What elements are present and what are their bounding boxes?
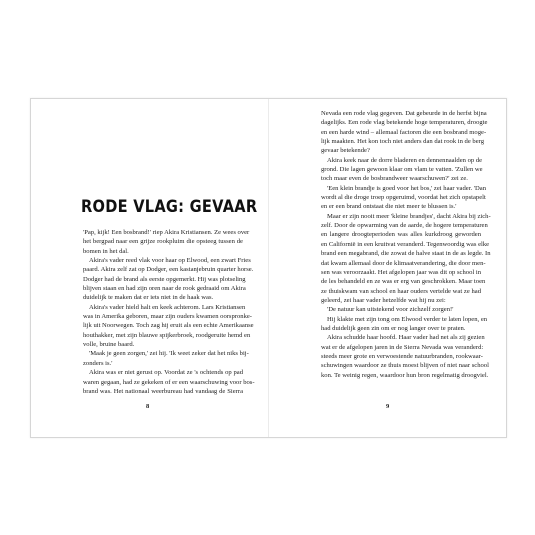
text-line: de les behandeld en ze was er erg van geschrokken. Maar toen bbox=[321, 278, 486, 286]
text-line: Akira's vader hield halt en keek achterom. Lars Kristiansen bbox=[89, 303, 246, 311]
text-line: 'Pap, kijk! Een bosbrand!' riep Akira Kristiansen. Ze wees over bbox=[83, 229, 250, 236]
text-line: wordt al die droge troep opgeruimd, voordat het zich opstapelt bbox=[321, 194, 486, 202]
text-line: steeds meer grote en verwoestende natuurbranden, rookwaar- bbox=[321, 352, 483, 360]
text-line: kon. Te weinig regen, waardoor hun bron regelmatig droogviel. bbox=[321, 371, 489, 379]
right-page-text bbox=[321, 109, 491, 380]
text-line: dagelijks. Een rode vlag betekende hoge temperaturen, droogte bbox=[321, 119, 488, 127]
text-line: 'Maak je geen zorgen,' zei hij. 'Ik weet zeker dat het niks bij- bbox=[89, 350, 249, 358]
text-line: en een harde wind – allemaal factoren die een bosbrand moge- bbox=[321, 128, 487, 136]
text-line: duidelijk te maken dat er iets niet in de haak was. bbox=[83, 294, 214, 302]
text-line: Akira's vader reed vlak voor haar op Elwood, een zwart Fries bbox=[89, 257, 251, 265]
text-line: lijk maakten. Het kon toch niet anders dan dat rook in de berg bbox=[321, 138, 485, 146]
text-line: lijk uit Noorwegen. Toch zag hij eruit als een echte Amerikaanse bbox=[83, 322, 254, 330]
text-line: schuwingen waardoor ze thuis moest blijven of niet naar school bbox=[321, 362, 489, 370]
text-line: zelf. Door de opwarming van de aarde, de hogere temperaturen bbox=[321, 222, 488, 230]
text-line: het bergpad naar een grijze rookpluim die opsteeg tussen de bbox=[83, 238, 243, 246]
left-page bbox=[31, 99, 268, 437]
text-line: Dodger had de brand als eerste opgemerkt. Hij was plotseling bbox=[83, 275, 246, 283]
text-line: en er een brand ontstaat die niet meer te blussen is.' bbox=[321, 203, 457, 211]
text-line: 'De natuur kan uitstekend voor zichzelf zorgen!' bbox=[327, 306, 454, 314]
text-line: blijven staan en had zijn oren naar de rook gedraaid om Akira bbox=[83, 285, 246, 293]
text-line: bomen in het dal. bbox=[83, 247, 129, 255]
text-line: brand was. Het nationaal weerbureau had vandaag de Sierra bbox=[83, 387, 243, 395]
text-line: gevaar betekende? bbox=[321, 147, 370, 155]
text-line: had duidelijk geen zin om er nog langer over te praten. bbox=[321, 324, 466, 332]
text-line: Akira was er niet gerust op. Voordat ze 's ochtends op pad bbox=[89, 369, 243, 377]
page-number: 9 bbox=[386, 403, 390, 410]
text-line: geleerd, zei haar vader hetzelfde wat hij nu zei: bbox=[321, 296, 446, 304]
text-line: Nevada een rode vlag gegeven. Dat gebeurde in de herfst bijna bbox=[321, 110, 487, 117]
text-line: en langere droogteperioden was alles kurkdroog geworden bbox=[321, 231, 481, 239]
text-line: ze thuiskwam van school en haar ouders vertelde wat ze had bbox=[321, 287, 481, 295]
text-line: dat kwam allemaal door de klimaatverandering, die door men- bbox=[321, 259, 486, 267]
text-line: Akira keek naar de dorre bladeren en dennennaalden op de bbox=[327, 156, 483, 164]
text-line: paard. Akira zelf zat op Dodger, een kastanjebruin quarter horse. bbox=[83, 266, 254, 274]
chapter-title: RODE VLAG: GEVAAR bbox=[81, 197, 258, 217]
text-line: volle, bruine baard. bbox=[83, 341, 135, 349]
book-spread bbox=[30, 98, 507, 438]
text-line: en Californië in een kruitvat veranderd. Tegenwoordig was elke bbox=[321, 240, 490, 248]
right-page bbox=[269, 99, 506, 437]
text-line: Akira schudde haar hoofd. Haar vader had net als zij gezien bbox=[327, 334, 485, 342]
text-line: grond. Die lagen gewoon klaar om vlam te vatten. 'Zullen we bbox=[321, 166, 483, 174]
text-line: toch maar even de bosbrandweer waarschuwen?' zei ze. bbox=[321, 175, 468, 183]
text-line: brand een megabrand, die zowat de halve staat in de as legde. In bbox=[321, 250, 491, 258]
page-number: 8 bbox=[146, 403, 150, 410]
text-line: sen was veroorzaakt. Het afgelopen jaar was dit op school in bbox=[321, 268, 481, 276]
text-line: Maar er zijn nooit meer 'kleine brandjes', dacht Akira bij zich- bbox=[327, 212, 491, 220]
text-line: waren gegaan, had ze gekeken of er een waarschuwing voor bos- bbox=[83, 378, 255, 386]
left-page-text bbox=[83, 228, 255, 396]
text-line: houthakker, met zijn blauwe spijkerbroek, roodgeruite hemd en bbox=[83, 331, 251, 339]
text-line: 'Een klein brandje is goed voor het bos,' zei haar vader. 'Dan bbox=[327, 184, 487, 192]
text-line: Hij klakte met zijn tong om Elwood verder te laten lopen, en bbox=[327, 315, 488, 323]
text-line: was in Amerika geboren, maar zijn ouders kwamen oorspronke- bbox=[83, 313, 253, 321]
text-line: wat er de afgelopen jaren in de Sierra Nevada was veranderd: bbox=[321, 343, 484, 351]
text-line: zonders is.' bbox=[83, 359, 113, 367]
